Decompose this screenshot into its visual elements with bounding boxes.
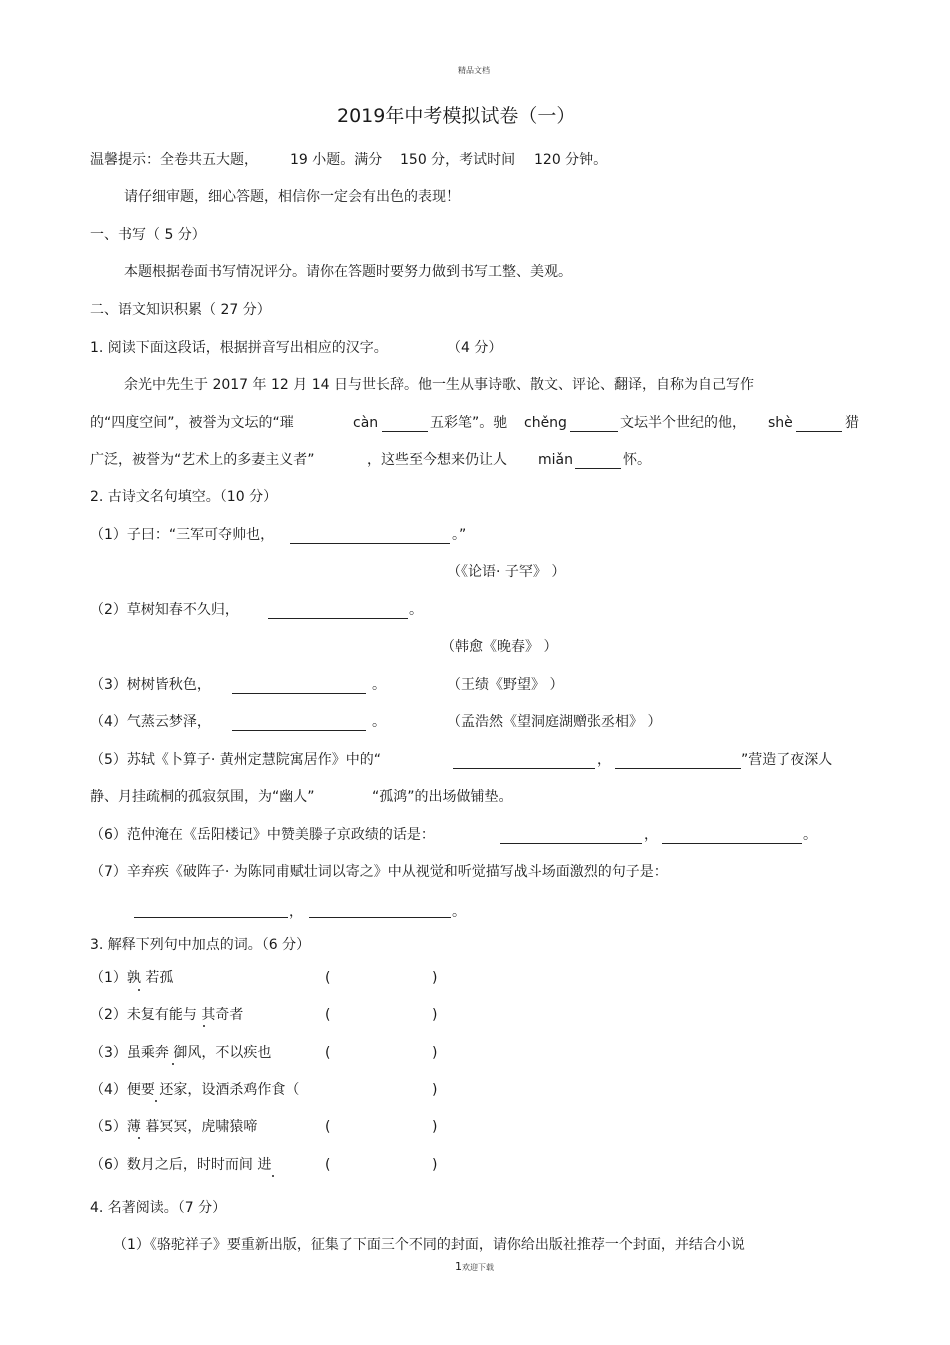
q2-item6-end: 。 <box>803 827 817 843</box>
q3-item-paren-close: ) <box>432 1157 438 1173</box>
section1-heading: 一、书写（ 5 分） <box>90 227 206 243</box>
q2-stem: 2. 古诗文名句填空。（10 分） <box>90 489 278 505</box>
q2-item5-comma: ， <box>597 752 611 768</box>
footer-label: 欢迎下载 <box>462 1263 494 1272</box>
q3-item: （4）便要 还家，设酒杀鸡作食（ <box>90 1082 300 1098</box>
q1-pinyin-cheng: chěng <box>524 415 567 431</box>
q1-pinyin-mian: miǎn <box>538 452 573 468</box>
q2-item6-blank-1[interactable] <box>500 843 642 844</box>
q3-item: （5）薄 暮冥冥，虎啸猿啼 <box>90 1119 258 1135</box>
q2-item2-source: （韩愈《晚春》 ） <box>441 639 558 655</box>
q1-blank-4[interactable] <box>575 468 621 469</box>
tips-text-c: 150 分，考试时间 <box>400 152 516 168</box>
q2-item7-blank-1[interactable] <box>134 917 288 918</box>
q1-line3c: 怀。 <box>623 452 651 468</box>
q3-item-paren-open: ( <box>325 1119 331 1135</box>
q1-pinyin-can: càn <box>353 415 379 431</box>
tips-text-b: 19 小题。满分 <box>290 152 383 168</box>
header-watermark: 精品文档 <box>458 66 490 75</box>
q3-item-paren-open: ( <box>325 970 331 986</box>
emphasis-dot <box>272 1175 274 1177</box>
q2-item6-blank-2[interactable] <box>662 843 802 844</box>
q3-item: （2）未复有能与 其奇者 <box>90 1007 244 1023</box>
emphasis-dot <box>172 1063 174 1065</box>
q3-stem: 3. 解释下列句中加点的词。（6 分） <box>90 937 311 953</box>
q3-item-paren-open: ( <box>325 1045 331 1061</box>
q2-item6-comma: ， <box>644 827 658 843</box>
q1-stem: 1. 阅读下面这段话，根据拼音写出相应的汉字。 <box>90 340 388 356</box>
q1-line2c: 文坛半个世纪的他， <box>620 415 746 431</box>
q2-item2-end: 。 <box>409 602 423 618</box>
q2-item3-source: （王绩《野望》 ） <box>447 677 564 693</box>
q1-line3b: ，这些至今想来仍让人 <box>367 452 507 468</box>
q2-item7-blank-2[interactable] <box>309 917 451 918</box>
q1-score: （4 分） <box>447 340 503 356</box>
q2-item5d: “孤鸿”的出场做铺垫。 <box>372 789 513 805</box>
q2-item5-blank-2[interactable] <box>615 768 741 769</box>
q3-item-paren-close: ) <box>432 1082 438 1098</box>
tips-text-a: 温馨提示：全卷共五大题， <box>90 152 258 168</box>
q1-line2a: 的“四度空间”，被誉为文坛的“璀 <box>90 415 294 431</box>
q2-item1-source: （《论语· 子罕》 ） <box>447 564 566 580</box>
q2-item5b: ”营造了夜深人 <box>741 752 833 768</box>
q3-item: （1）孰 若孤 <box>90 970 174 986</box>
q2-item2-blank[interactable] <box>268 618 408 619</box>
q3-item: （6）数月之后，时时而间 进 <box>90 1157 272 1173</box>
q3-item-paren-close: ) <box>432 1045 438 1061</box>
q2-item6: （6）范仲淹在《岳阳楼记》中赞美滕子京政绩的话是： <box>90 827 435 843</box>
q3-item-paren-open: ( <box>325 1157 331 1173</box>
q2-item5a: （5）苏轼《卜算子· 黄州定慧院寓居作》中的“ <box>90 752 382 768</box>
q1-line2d: 猎 <box>845 415 859 431</box>
q1-blank-3[interactable] <box>796 431 842 432</box>
tips-text-d: 120 分钟。 <box>534 152 608 168</box>
encourage-text: 请仔细审题，细心答题，相信你一定会有出色的表现！ <box>124 189 460 205</box>
section1-body: 本题根据卷面书写情况评分。请你在答题时要努力做到书写工整、美观。 <box>124 264 572 280</box>
q2-item1-end: 。” <box>452 527 467 543</box>
q2-item4-blank[interactable] <box>232 730 366 731</box>
q1-line2b: 五彩笔”。驰 <box>430 415 508 431</box>
emphasis-dot <box>138 1137 140 1139</box>
q2-item7-comma: ， <box>289 904 303 920</box>
q2-item4-source: （孟浩然《望洞庭湖赠张丞相》 ） <box>447 714 662 730</box>
q1-blank-1[interactable] <box>382 431 428 432</box>
emphasis-dot <box>203 1025 205 1027</box>
q1-pinyin-she: shè <box>768 415 793 431</box>
q4-stem: 4. 名著阅读。（7 分） <box>90 1200 227 1216</box>
q1-line3a: 广泛，被誉为“艺术上的多妻主义者” <box>90 452 315 468</box>
q1-blank-2[interactable] <box>570 431 618 432</box>
q3-item-paren-close: ) <box>432 970 438 986</box>
q3-item-paren-close: ) <box>432 1119 438 1135</box>
q2-item3-end: 。 <box>372 677 386 693</box>
q2-item4-end: 。 <box>372 714 386 730</box>
q2-item1-blank[interactable] <box>290 543 450 544</box>
emphasis-dot <box>138 989 140 991</box>
footer-page-number: 1 <box>455 1260 462 1273</box>
emphasis-dot <box>155 1100 157 1102</box>
q3-item: （3）虽乘奔 御风，不以疾也 <box>90 1045 272 1061</box>
q4-item1: （1）《骆驼祥子》要重新出版，征集了下面三个不同的封面，请你给出版社推荐一个封面，并结合小说 <box>113 1237 745 1253</box>
q2-item5c: 静、月挂疏桐的孤寂氛围，为“幽人” <box>90 789 315 805</box>
q3-item-paren-open: ( <box>325 1007 331 1023</box>
q2-item2: （2）草树知春不久归， <box>90 602 239 618</box>
q2-item7-end: 。 <box>452 904 466 920</box>
q1-line1: 余光中先生于 2017 年 12 月 14 日与世长辞。他一生从事诗歌、散文、评论、翻译，自称为自己写作 <box>124 377 754 393</box>
page-title: 2019年中考模拟试卷（一） <box>337 105 576 127</box>
q2-item7: （7）辛弃疾《破阵子· 为陈同甫赋壮词以寄之》中从视觉和听觉描写战斗场面激烈的句子是： <box>90 864 668 880</box>
q2-item5-blank-1[interactable] <box>453 768 595 769</box>
q2-item3-blank[interactable] <box>232 693 366 694</box>
q2-item4: （4）气蒸云梦泽， <box>90 714 211 730</box>
q2-item3: （3）树树皆秋色， <box>90 677 211 693</box>
section2-heading: 二、语文知识积累（ 27 分） <box>90 302 271 318</box>
q3-item-paren-close: ) <box>432 1007 438 1023</box>
q2-item1: （1）子曰：“三军可夺帅也， <box>90 527 275 543</box>
